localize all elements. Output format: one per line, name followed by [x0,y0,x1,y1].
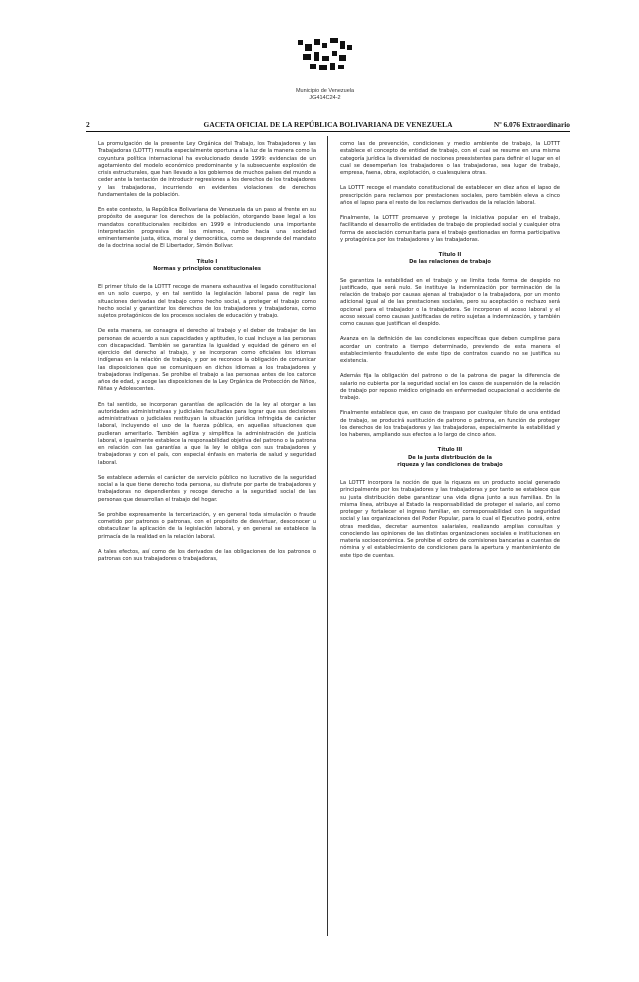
paragraph: Avanza en la definición de las condiciones específicas que deben cumplirse para acordar un contrato a tiempo determinado, previendo de esta manera el establecimiento fraudulento de este tipo de contratos cuando no se justifica su existencia. [340,336,560,364]
column-divider [327,136,328,936]
paragraph: Finalmente establece que, en caso de traspaso por cualquier título de una entidad de trabajo, se producirá sustitución de patrono o patrona, en función de proteger los derechos de los trabajadores y las trabajadoras, especialmente la estabilidad y los haberes, ampliando sus efectos a lo largo de cinco años. [340,410,560,438]
paragraph: La LOTTT recoge el mandato constitucional de establecer en diez años el lapso de prescripción para reclamos por prestaciones sociales, pero también eleva a cinco años el lapso para el resto de los reclamos derivados de la relación laboral. [340,185,560,206]
heading-subtitle: riqueza y las condiciones de trabajo [397,461,503,468]
section-heading-title-3 [340,447,560,469]
stamp-text [270,88,380,102]
paragraph: Además fija la obligación del patrono o de la patrona de pagar la diferencia de salario no cubierta por la seguridad social en los casos de suspensión de la relación de trabajo por reposo médico originado en enfermedad ocupacional o accidente de trabajo. [340,373,560,401]
stamp-line-1: Municipio de Venezuela [295,88,355,94]
paragraph: La LOTTT incorpora la noción de que la riqueza es un producto social generado principalmente por los trabajadores y las trabajadoras y por tanto se establece que su justa distribución debe garantizar una vida digna junto a sus familias. En la misma línea, atribuye al Estado la responsabilidad de proteger el salario, así como proteger y fortalecer el ingreso familiar, en corresponsabilidad con la seguridad social y las organizaciones del Poder Popular, para lo cual el Ejecutivo podrá, entre otras medidas, decretar aumentos salariales, realizando amplias consultas y conociendo las opiniones de las distintas organizaciones sociales e instituciones en materia socioeconómica. Se prohibe el cobro de comisiones bancarias a cuentas de nómina y el establecimiento de condiciones para la apertura y mantenimiento de este tipo de cuentas. [340,480,560,559]
stamp-line-2: JG414C24-2 [309,95,341,101]
paragraph: Finalmente, la LOTTT promueve y protege la iniciativa popular en el trabajo, facilitando el desarrollo de entidades de trabajo de propiedad social y cualquier otra forma de asociación comunitaria para el trabajo gestionadas en forma participativa y protagónica por los trabajadores y las trabajadoras. [340,215,560,243]
paragraph: como las de prevención, condiciones y medio ambiente de trabajo, la LOTTT establece el concepto de entidad de trabajo, con el cual se resume en una misma categoría jurídica la diversidad de nociones preexistentes para definir el lugar en el cual se desempeñan los trabajadores o las trabajadoras, sea lugar de trabajo, empresa, faena, obra, explotación, o cualesquiera otras. [340,141,560,176]
paragraph: En tal sentido, se incorporan garantías de aplicación de la ley al otorgar a las autoridades administrativas y judiciales facultadas para lograr que sus decisiones administrativas o judiciales restituyan la situación jurídica infringida de carácter laboral, incluyendo el uso de la fuerza pública, en aquellas situaciones que pudieran ameritarlo. También agiliza y simplifica la administración de justicia laboral, e igualmente establece la responsabilidad objetiva del patrono o la patrona en relación con las garantías a que la ley le obliga con sus trabajadores y trabajadoras y con el país, con especial énfasis en materia de salud y seguridad laboral. [98,401,316,466]
section-heading-title-2 [340,252,560,267]
paragraph: La promulgación de la presente Ley Orgánica del Trabajo, los Trabajadores y las Trabajadoras (LOTTT) resulta especialmente oportuna a la luz de la manera como la coyuntura política internacional ha evolucionado desde 1999: evidencias de un agotamiento del modelo económico predominante y la subsecuente explosión de crisis estructurales, que han llevado a los gobiernos de muchos países del mundo a ceder ante la tentación de introducir regresiones a los derechos de los trabajadores y las trabajadoras, incurriendo en evidentes violaciones de derechos fundamentales de la población. [98,141,316,198]
heading-title: Título I [196,258,218,265]
gazette-title: GACETA OFICIAL DE LA REPÚBLICA BOLIVARIANA DE VENEZUELA [203,120,453,129]
paragraph: A tales efectos, así como de los derivados de las obligaciones de los patronos o patronas con sus trabajadores o trabajadoras, [98,548,316,562]
paragraph: El primer título de la LOTTT recoge de manera exhaustiva el legado constitucional en un solo cuerpo, y en tal sentido la legislación laboral pasa de regir las situaciones derivadas del trabajo como hecho social, a proteger el trabajo como hecho social y garantizar los derechos de los trabajadores y trabajadoras, como sujetos protagónicos de los procesos sociales de educación y trabajo. [98,284,316,319]
header-rule [86,131,570,132]
heading-title: Título II [438,252,462,258]
paragraph: Se garantiza la estabilidad en el trabajo y se limita toda forma de despido no justificado, que será nulo. Se instituye la indemnización por terminación de la relación de trabajo por causas ajenas al trabajador o la trabajadora, por un monto adicional igual al de las prestaciones sociales, pero su aceptación o rechazo será opcional para el trabajador o la trabajadora. Se incorporan el acoso laboral y el acoso sexual como causas justificadas de retiro sujetas a indemnización, y también como causas que justifican el despido. [340,277,560,327]
heading-title: Título III [437,447,463,454]
right-column [340,141,560,568]
section-heading-title-1 [98,259,316,274]
issue-number: Nº 6.076 Extraordinario [493,120,570,129]
paragraph: Se establece además el carácter de servicio público no lucrativo de la seguridad social a la que tiene derecho toda persona, su disfrute por parte de trabajadores y trabajadoras no dependientes y recoge derecho a la seguridad social de las personas que desarrollan el trabajo del hogar. [98,474,316,503]
heading-subtitle: De las relaciones de trabajo [409,259,491,266]
paragraph: De esta manera, se consagra el derecho al trabajo y el deber de trabajar de las personas de acuerdo a sus capacidades y aptitudes, lo cual incluye a las personas con discapacidad. También se garantiza la igualdad y equidad de género en el ejercicio del derecho al trabajo, y se incorporan como oficiales los idiomas indígenas en la relación de trabajo, y por se reconoce la obligación de comunicar las disposiciones que se comuniquen en dichos idiomas a los trabajadores y trabajadoras indígenas. Se prohibe el trabajo a las personas antes de los catorce años de edad, y acoge las disposiciones de la Ley Orgánica de Protección de Niños, Niñas y Adolescentes. [98,328,316,393]
heading-subtitle: De la justa distribución de la [407,454,493,461]
paragraph: Se prohibe expresamente la tercerización, y en general toda simulación o fraude cometido por patronos o patronas, con el propósito de desvirtuar, desconocer u obstaculizar la aplicación de la legislación laboral, y en general se establece la primacía de la realidad en la relación laboral. [98,511,316,540]
heading-subtitle: Normas y principios constitucionales [153,265,261,272]
left-column [98,141,316,571]
paragraph: En este contexto, la República Bolivariana de Venezuela da un paso al frente en su propósito de asegurar los derechos de la población, otorgando base legal a los mandatos constitucionales recibidos en 1999 e introduciendo una importante interpretación progresiva de los mismos, rumbo hacia una sociedad eminentemente justa, ética, moral y democrática, como se desprende del mandato de la doctrina social de El Libertador, Simón Bolívar. [98,207,316,250]
stamp-seal-icon [270,34,380,96]
page-number: 2 [86,120,90,129]
